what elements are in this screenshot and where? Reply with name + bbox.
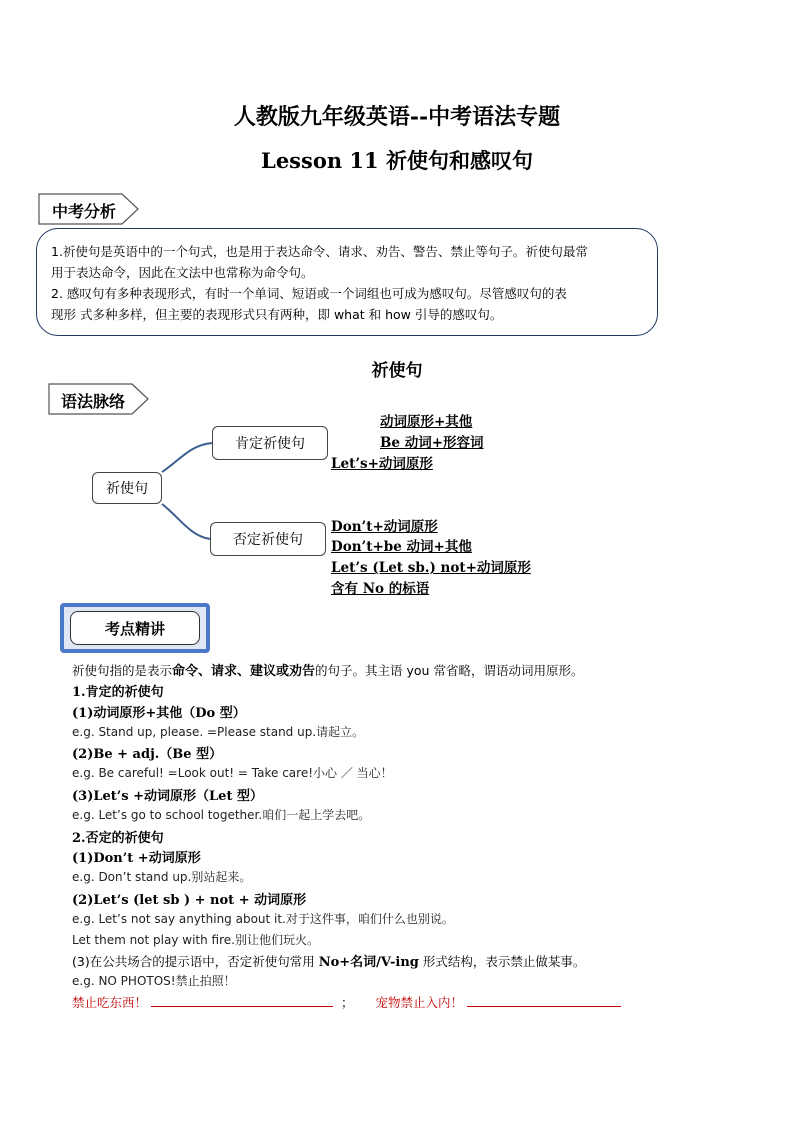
positive-item-2: Be 动词+形容词 bbox=[380, 435, 484, 451]
positive-item-1: 动词原形+其他 bbox=[380, 414, 473, 430]
intro-paragraph-2b: 现形 式多种多样，但主要的表现形式只有两种，即 what 和 how 引导的感叹句。 bbox=[51, 307, 503, 322]
exercise-2-blank[interactable] bbox=[467, 994, 621, 1007]
heading-lets-not: (2)Let’s (let sb ) + not + 动词原形 bbox=[72, 893, 307, 908]
no-signs-text-b: No+名词/V-ing bbox=[318, 955, 419, 970]
document-title: 人教版九年级英语--中考语法专题 bbox=[233, 104, 561, 130]
intro-paragraph-2: 2. 感叹句有多种表现形式，有时一个单词、短语或一个词组也可成为感叹句。尽管感叹句的表 bbox=[51, 286, 567, 301]
heading-no-signs bbox=[72, 951, 585, 970]
points-banner bbox=[60, 603, 210, 653]
node-root: 祈使句 bbox=[92, 472, 162, 504]
intro-text-c: 的句子。其主语 you 常省略，谓语动词用原形。 bbox=[315, 663, 584, 678]
tag-analysis: 中考分析 bbox=[52, 202, 117, 221]
example-2: e.g. Be careful! =Look out! = Take care!小心 ／ 当心！ bbox=[72, 766, 393, 780]
exercise-1-prompt: 禁止吃东西！ bbox=[72, 995, 148, 1010]
heading-dont: (1)Don’t +动词原形 bbox=[72, 851, 201, 866]
heading-negative: 2.否定的祈使句 bbox=[72, 831, 164, 846]
intro-paragraph-1b: 用于表达命令，因此在文法中也常称为命令句。 bbox=[51, 265, 314, 280]
intro-paragraph-1: 1.祈使句是英语中的一个句式，也是用于表达命令、请求、劝告、警告、禁止等句子。祈使句最常 bbox=[51, 244, 588, 259]
example-7: e.g. NO PHOTOS!禁止拍照！ bbox=[72, 974, 236, 988]
example-1: e.g. Stand up, please. =Please stand up.请起立。 bbox=[72, 725, 365, 739]
heading-let-type: (3)Let’s +动词原形（Let 型） bbox=[72, 789, 263, 804]
exercise-2-prompt: 宠物禁止入内！ bbox=[375, 995, 463, 1010]
intro-text-a: 祈使句指的是表示 bbox=[72, 663, 173, 678]
example-3: e.g. Let’s go to school together.咱们一起上学去吧。 bbox=[72, 808, 371, 822]
node-positive: 肯定祈使句 bbox=[212, 426, 328, 460]
example-4: e.g. Don’t stand up.别站起来。 bbox=[72, 870, 252, 884]
exercise-line bbox=[72, 993, 621, 1011]
example-5: e.g. Let’s not say anything about it.对于这件事，咱们什么也别说。 bbox=[72, 912, 454, 926]
negative-item-2: Don’t+be 动词+其他 bbox=[331, 539, 472, 555]
heading-positive: 1.肯定的祈使句 bbox=[72, 685, 164, 700]
negative-item-4: 含有 No 的标语 bbox=[331, 581, 430, 597]
exercise-separator: ； bbox=[340, 995, 354, 1010]
heading-do-type: (1)动词原形+其他（Do 型） bbox=[72, 706, 246, 721]
node-negative: 否定祈使句 bbox=[210, 522, 326, 556]
section-title: 祈使句 bbox=[371, 361, 423, 381]
tag-points: 考点精讲 bbox=[70, 611, 200, 645]
intro-text-b: 命令、请求、建议或劝告 bbox=[172, 664, 316, 679]
no-signs-text-c: 形式结构，表示禁止做某事。 bbox=[418, 954, 586, 969]
positive-item-3: Let’s+动词原形 bbox=[331, 456, 433, 472]
intro-line bbox=[72, 660, 583, 679]
heading-be-type: (2)Be + adj.（Be 型） bbox=[72, 747, 223, 762]
negative-item-1: Don’t+动词原形 bbox=[331, 519, 438, 535]
tag-grammar: 语法脉络 bbox=[61, 392, 126, 411]
no-signs-text-a: (3)在公共场合的提示语中，否定祈使句常用 bbox=[72, 954, 319, 969]
negative-item-3: Let’s (Let sb.) not+动词原形 bbox=[331, 560, 531, 576]
exercise-1-blank[interactable] bbox=[151, 994, 333, 1007]
lesson-title: Lesson 11 祈使句和感叹句 bbox=[261, 148, 533, 173]
example-6: Let them not play with fire.别让他们玩火。 bbox=[72, 933, 319, 947]
